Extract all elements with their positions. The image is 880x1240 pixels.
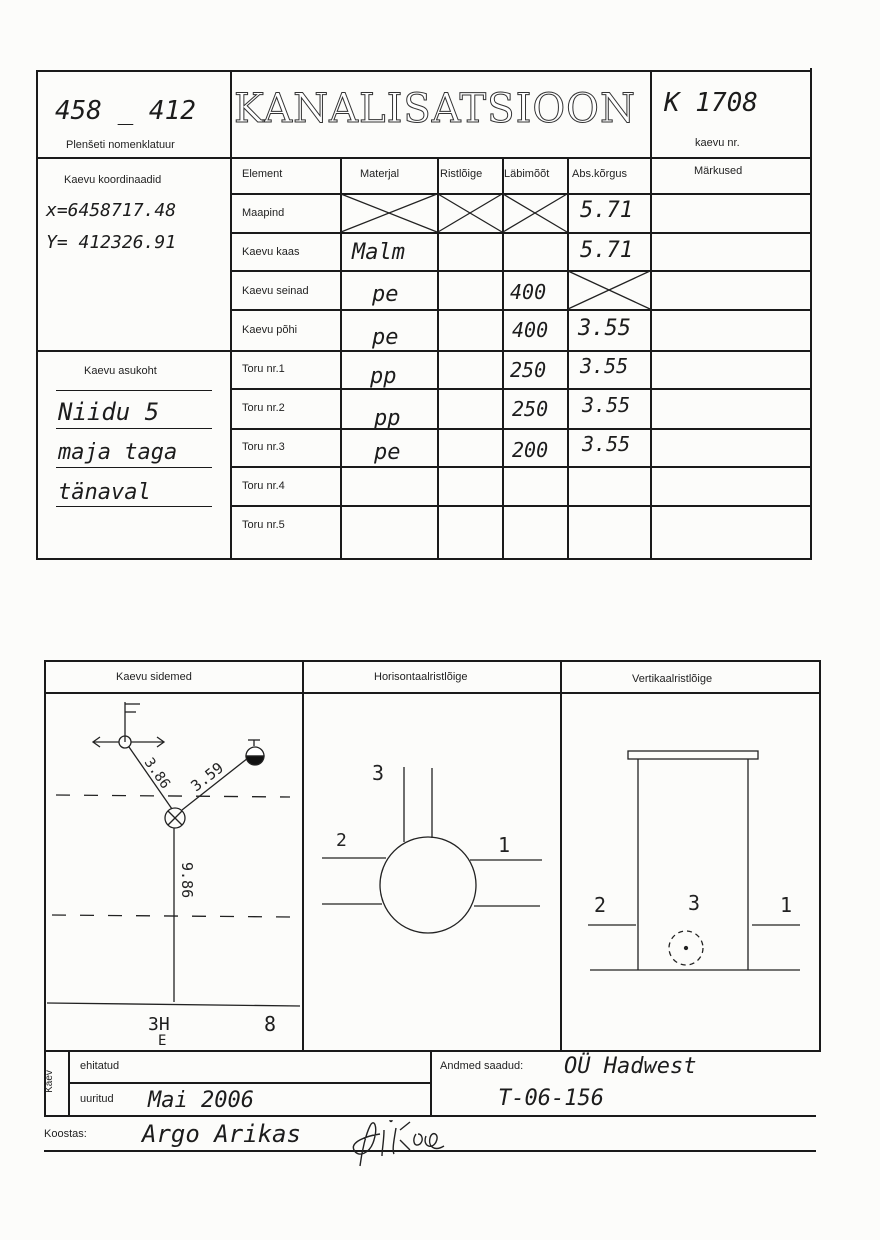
surveyed-value: Mai 2006 bbox=[148, 1088, 254, 1113]
compiled-value: Argo Arikas bbox=[142, 1120, 301, 1148]
built-label: ehitatud bbox=[80, 1060, 120, 1072]
col-header-material: Materjal bbox=[360, 168, 400, 180]
h-pipe-2-label: 2 bbox=[336, 830, 347, 851]
ref-number-label: 8 bbox=[264, 1012, 277, 1036]
row-elevation: 3.55 bbox=[578, 316, 631, 341]
vertical-section-label: Vertikaalristlõige bbox=[632, 673, 713, 685]
v-pipe-1-label: 1 bbox=[780, 893, 793, 917]
well-number-value: K 1708 bbox=[664, 88, 758, 118]
nomenclature-value: 458 _ 412 bbox=[55, 96, 196, 126]
row-element: Toru nr.4 bbox=[242, 480, 285, 492]
row-element: Kaevu seinad bbox=[242, 285, 309, 297]
col-header-cross: Ristlõige bbox=[440, 168, 483, 180]
row-element: Kaevu põhi bbox=[242, 324, 298, 336]
horizontal-section-label: Horisontaalristlõige bbox=[374, 671, 468, 683]
v-pipe-2-label: 2 bbox=[594, 893, 607, 917]
col-header-elevation: Abs.kõrgus bbox=[572, 168, 628, 180]
data-source-code: T-06-156 bbox=[498, 1086, 604, 1111]
data-source-label: Andmed saadud: bbox=[440, 1060, 524, 1072]
location-line-2: maja taga bbox=[58, 440, 178, 465]
coordinate-x: x=6458717.48 bbox=[46, 200, 177, 221]
footer-side-label: Kaev bbox=[43, 1070, 55, 1093]
row-element: Toru nr.2 bbox=[242, 402, 285, 414]
ref-house-label: 3H bbox=[148, 1014, 170, 1035]
connections-label: Kaevu sidemed bbox=[116, 671, 192, 683]
h-pipe-1-label: 1 bbox=[498, 833, 511, 857]
row-material: Malm bbox=[352, 240, 405, 265]
coordinate-y: Y= 412326.91 bbox=[46, 232, 177, 253]
location-line-3: tänaval bbox=[58, 480, 151, 505]
row-elevation: 3.55 bbox=[582, 393, 631, 417]
location-line-1: Niidu 5 bbox=[58, 398, 160, 426]
signature bbox=[340, 1100, 460, 1180]
compiled-label: Koostas: bbox=[44, 1128, 87, 1140]
row-element: Toru nr.1 bbox=[242, 363, 285, 375]
nomenclature-label: Plenšeti nomenklatuur bbox=[66, 139, 175, 151]
row-elevation: 5.71 bbox=[580, 238, 633, 263]
row-material: pe bbox=[374, 440, 401, 465]
row-elevation: 3.55 bbox=[582, 432, 631, 456]
ref-e-label: E bbox=[158, 1033, 167, 1049]
row-material: pe bbox=[372, 282, 399, 307]
row-material: pp bbox=[374, 406, 401, 431]
well-number-label: kaevu nr. bbox=[695, 137, 740, 149]
connections-sketch bbox=[47, 702, 300, 1006]
row-element: Kaevu kaas bbox=[242, 246, 300, 258]
row-diameter: 250 bbox=[510, 358, 547, 382]
coordinates-label: Kaevu koordinaadid bbox=[64, 174, 162, 186]
col-header-notes: Märkused bbox=[694, 165, 743, 177]
dim-a-label: 3.86 bbox=[140, 755, 174, 792]
dim-b-label: 3.59 bbox=[187, 758, 227, 796]
row-material: pe bbox=[372, 325, 399, 350]
row-element: Maapind bbox=[242, 207, 285, 219]
data-source-value: OÜ Hadwest bbox=[564, 1054, 697, 1079]
row-element: Toru nr.5 bbox=[242, 519, 285, 531]
surveyed-label: uuritud bbox=[80, 1093, 114, 1105]
vertical-section-sketch bbox=[588, 751, 800, 970]
row-elevation: 5.71 bbox=[580, 198, 633, 223]
v-pipe-3-label: 3 bbox=[688, 891, 701, 915]
row-elevation: 3.55 bbox=[580, 354, 629, 378]
page-title: KANALISATSIOON bbox=[234, 86, 636, 132]
row-diameter: 400 bbox=[512, 318, 549, 342]
row-material: pp bbox=[370, 364, 397, 389]
row-element: Toru nr.3 bbox=[242, 441, 285, 453]
dim-c-label: 9.86 bbox=[178, 862, 196, 899]
col-header-element: Element bbox=[242, 168, 283, 180]
row-diameter: 200 bbox=[512, 438, 549, 462]
col-header-diameter: Läbimõõt bbox=[504, 168, 550, 180]
h-pipe-3-label: 3 bbox=[372, 761, 385, 785]
location-label: Kaevu asukoht bbox=[84, 365, 157, 377]
row-diameter: 400 bbox=[510, 280, 547, 304]
row-diameter: 250 bbox=[512, 397, 549, 421]
